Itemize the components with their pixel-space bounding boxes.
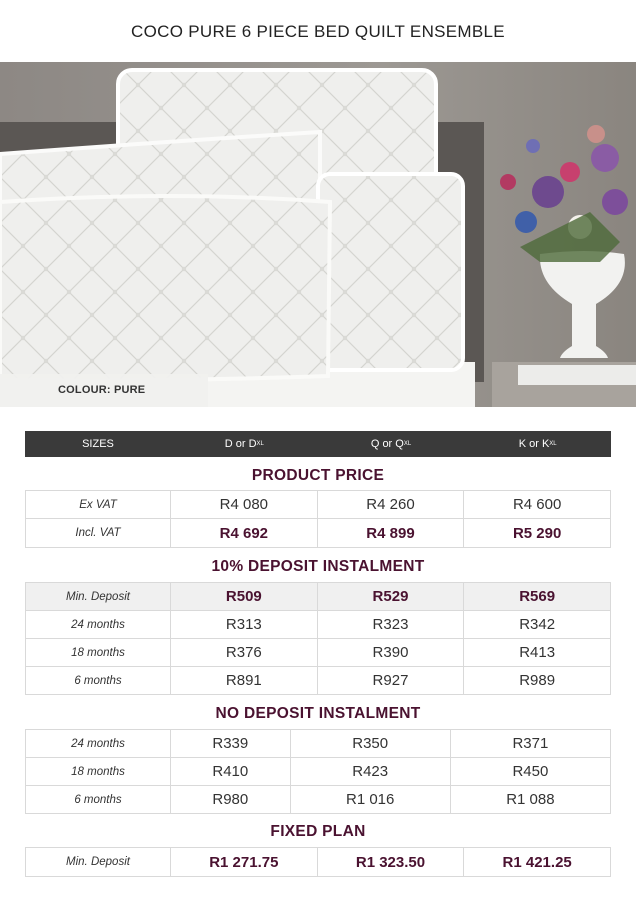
table-row <box>26 848 611 877</box>
deposit-table <box>25 582 611 695</box>
header-double: D or D XL <box>224 438 264 450</box>
price-cell: R313 <box>171 611 318 639</box>
price-cell: R1 088 <box>450 786 610 814</box>
fixed-plan-table <box>25 847 611 877</box>
product-price-table <box>25 490 611 548</box>
price-cell: R323 <box>317 611 464 639</box>
row-label: 6 months <box>26 667 171 695</box>
row-label: Incl. VAT <box>26 519 171 548</box>
price-cell: R1 323.50 <box>317 848 464 877</box>
table-row <box>26 667 611 695</box>
section-title-deposit: 10% DEPOSIT INSTALMENT <box>211 558 425 575</box>
price-cell: R4 080 <box>171 491 318 519</box>
price-cell: R423 <box>290 758 450 786</box>
table-row <box>26 730 611 758</box>
price-cell: R989 <box>464 667 611 695</box>
header-queen: Q or Q XL <box>370 438 412 450</box>
table-row <box>26 611 611 639</box>
row-label: 24 months <box>26 611 171 639</box>
product-photo <box>0 62 636 407</box>
table-row <box>26 583 611 611</box>
price-cell: R4 899 <box>317 519 464 548</box>
row-label: Ex VAT <box>26 491 171 519</box>
row-label: 24 months <box>26 730 171 758</box>
header-sizes: SIZES <box>82 438 114 450</box>
price-cell: R529 <box>317 583 464 611</box>
table-row <box>26 491 611 519</box>
row-label: Min. Deposit <box>26 848 171 877</box>
price-cell: R891 <box>171 667 318 695</box>
price-cell: R1 421.25 <box>464 848 611 877</box>
price-cell: R342 <box>464 611 611 639</box>
no-deposit-table <box>25 729 611 814</box>
row-label: 18 months <box>26 639 171 667</box>
price-cell: R450 <box>450 758 610 786</box>
price-cell: R410 <box>171 758 291 786</box>
price-cell: R4 260 <box>317 491 464 519</box>
price-cell: R4 600 <box>464 491 611 519</box>
section-title-product-price: PRODUCT PRICE <box>251 467 385 484</box>
section-title-no-deposit: NO DEPOSIT INSTALMENT <box>215 705 421 722</box>
price-cell: R390 <box>317 639 464 667</box>
price-cell: R1 016 <box>290 786 450 814</box>
colour-label: COLOUR: PURE <box>0 374 208 407</box>
price-cell: R339 <box>171 730 291 758</box>
header-king: K or K XL <box>518 438 557 450</box>
page-title: COCO PURE 6 PIECE BED QUILT ENSEMBLE <box>131 22 505 41</box>
row-label: 18 months <box>26 758 171 786</box>
price-cell: R376 <box>171 639 318 667</box>
price-cell: R980 <box>171 786 291 814</box>
price-cell: R371 <box>450 730 610 758</box>
bed-quilt-illustration <box>0 62 636 407</box>
table-row <box>26 639 611 667</box>
price-cell: R569 <box>464 583 611 611</box>
price-cell: R1 271.75 <box>171 848 318 877</box>
table-row <box>26 519 611 548</box>
price-cell: R4 692 <box>171 519 318 548</box>
price-cell: R927 <box>317 667 464 695</box>
price-cell: R509 <box>171 583 318 611</box>
table-row <box>26 786 611 814</box>
row-label: 6 months <box>26 786 171 814</box>
row-label: Min. Deposit <box>26 583 171 611</box>
section-title-fixed-plan: FIXED PLAN <box>270 823 366 840</box>
price-cell: R413 <box>464 639 611 667</box>
table-header <box>25 431 611 457</box>
price-cell: R5 290 <box>464 519 611 548</box>
price-cell: R350 <box>290 730 450 758</box>
table-row <box>26 758 611 786</box>
